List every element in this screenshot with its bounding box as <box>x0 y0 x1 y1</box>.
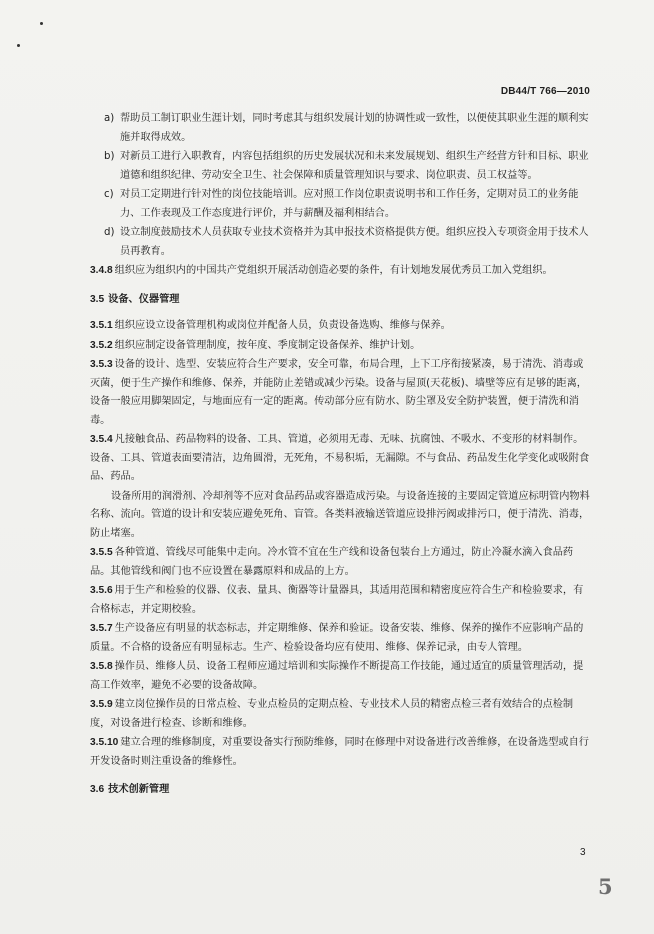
section-title: 技术创新管理 <box>108 784 170 795</box>
clause-text: 组织应设立设备管理机构或岗位并配备人员，负责设备选购、维修与保养。 <box>114 320 451 331</box>
section-title: 设备、仪器管理 <box>108 293 180 305</box>
list-item <box>90 186 592 223</box>
list-item-text: 对新员工进行入职教育，内容包括组织的历史发展状况和未来发展规划、组织生产经营方针和目标、职业道德和组织纪律、劳动安全卫生、社会保障和质量管理知识与要求、岗位职责、员工权益等。 <box>120 151 589 181</box>
list-marker: c) <box>104 189 114 200</box>
clause-text: 操作员、维修人员、设备工程师应通过培训和实际操作不断提高工作技能，通过适宜的质量管理活动，提高工作效率，避免不必要的设备故障。 <box>90 661 584 691</box>
list-item-text: 设立制度鼓励技术人员获取专业技术资格并为其申报技术资格提供方便。组织应投入专项资金用于技术人员再教育。 <box>120 227 589 257</box>
clause-number: 3.5.1 <box>90 320 113 331</box>
section-heading-3-5 <box>90 291 592 310</box>
clause-3-5-10 <box>90 734 592 771</box>
clause-number: 3.5.8 <box>90 661 113 672</box>
list-item-text: 帮助员工制订职业生涯计划，同时考虑其与组织发展计划的协调性或一致性，以便使其职业生涯的顺利实施并取得成效。 <box>120 113 589 143</box>
clause-number: 3.5.10 <box>90 737 119 748</box>
clause-text: 组织应为组织内的中国共产党组织开展活动创造必要的条件，有计划地发展优秀员工加入党组织。 <box>114 265 553 276</box>
clause-number: 3.5.7 <box>90 623 113 634</box>
clause-number: 3.5.5 <box>90 547 113 558</box>
scan-speck <box>40 22 43 25</box>
clause-number: 3.5.2 <box>90 339 113 351</box>
clause-text: 生产设备应有明显的状态标志，并定期维修、保养和验证。设备安装、维修、保养的操作不应影响产品的质量。不合格的设备应有明显标志。生产、检验设备均应有使用、维修、保养记录，由专人管理。 <box>90 623 584 653</box>
clause-text: 组织应制定设备管理制度，按年度、季度制定设备保养、维护计划。 <box>114 339 421 351</box>
scan-speck <box>17 44 20 47</box>
clause-text: 各种管道、管线尽可能集中走向。冷水管不宜在生产线和设备包装台上方通过，防止冷凝水滴入食品药品。其他管线和阀门也不应设置在暴露原料和成品的上方。 <box>90 547 574 577</box>
clause-text: 建立岗位操作员的日常点检、专业点检员的定期点检、专业技术人员的精密点检三者有效结合的点检制度，对设备进行检查、诊断和维修。 <box>90 699 574 729</box>
clause-3-5-8 <box>90 658 592 695</box>
clause-3-5-4 <box>90 431 592 487</box>
list-marker: a) <box>104 113 115 124</box>
clause-3-5-5 <box>90 544 592 581</box>
clause-text: 用于生产和检验的仪器、仪表、量具、衡器等计量器具，其适用范围和精密度应符合生产和检验要求，有合格标志，并定期校验。 <box>90 585 584 615</box>
clause-number: 3.5.6 <box>90 585 113 596</box>
list-item <box>90 110 592 147</box>
clause-3-5-6 <box>90 582 592 619</box>
clause-number: 3.5.9 <box>90 699 113 710</box>
document-body <box>90 110 592 808</box>
clause-3-5-4-continuation: 设备所用的润滑剂、冷却剂等不应对食品药品或容器造成污染。与设备连接的主要固定管道应标明管内物料名称、流向。管道的设计和安装应避免死角、盲管。各类料液输送管道应设排污阀或排污口，便于清洗、消毒，防止堵塞。 <box>90 490 590 539</box>
clause-3-5-2 <box>90 337 592 356</box>
clause-3-5-1 <box>90 317 592 336</box>
clause-3-4-8 <box>90 262 592 281</box>
clause-text: 凡接触食品、药品物料的设备、工具、管道，必须用无毒、无味、抗腐蚀、不吸水、不变形的材料制作。设备、工具、管道表面要清洁，边角圆滑，无死角，不易积垢，无漏隙。不与食品、药品发生化学变化或吸附食品、药品。 <box>90 434 590 482</box>
clause-number: 3.5.3 <box>90 359 113 370</box>
section-heading-3-6 <box>90 781 592 800</box>
clause-3-5-9 <box>90 696 592 733</box>
clause-text: 建立合理的维修制度，对重要设备实行预防维修，同时在修理中对设备进行改善维修，在设备选型或自行开发设备时则注重设备的维修性。 <box>90 737 589 767</box>
scan-corner-number: 5 <box>598 874 613 899</box>
list-item-text: 对员工定期进行针对性的岗位技能培训。应对照工作岗位职责说明书和工作任务，定期对员工的业务能力、工作表现及工作态度进行评价，并与薪酬及福利相结合。 <box>120 189 579 219</box>
list-marker: d) <box>104 227 115 238</box>
clause-number: 3.5.4 <box>90 434 113 445</box>
list-marker: b) <box>104 151 115 162</box>
clause-text: 设备的设计、选型、安装应符合生产要求，安全可靠，布局合理，上下工序衔接紧凑，易于清洗、消毒或灭菌，便于生产操作和维修、保养，并能防止差错或减少污染。设备与屋顶(天花板)、墙壁等应有足够的距离，设备一般应用脚架固定，与地面应有一定的距离。传动部分应有防水、防尘罩及安全防护装置，便于清洗和消毒。 <box>90 359 587 426</box>
clause-3-5-3 <box>90 356 592 430</box>
list-item <box>90 148 592 185</box>
page-number: 3 <box>580 847 586 858</box>
section-number: 3.5 <box>90 293 105 305</box>
standard-code: DB44/T 766—2010 <box>500 86 590 97</box>
list-item <box>90 224 592 261</box>
clause-number: 3.4.8 <box>90 265 113 276</box>
clause-3-5-7 <box>90 620 592 657</box>
section-number: 3.6 <box>90 784 105 795</box>
